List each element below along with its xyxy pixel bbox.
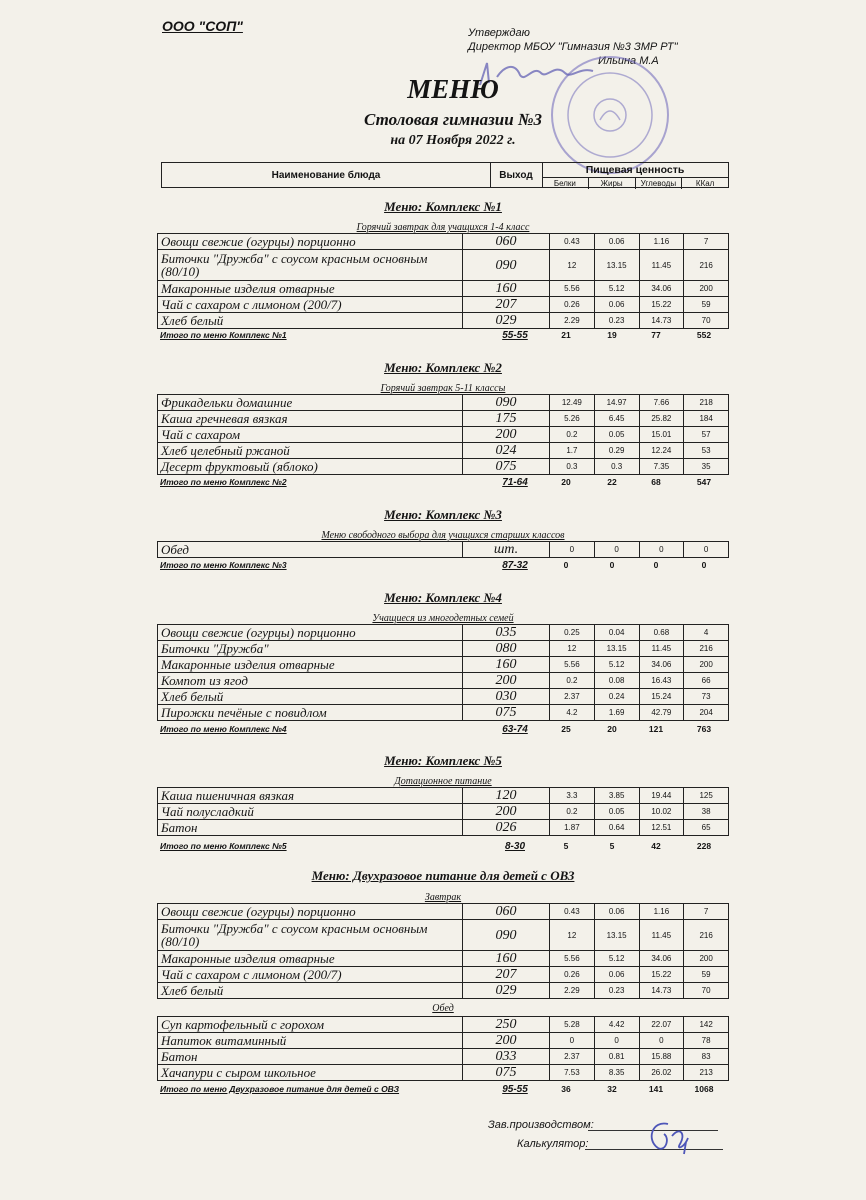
protein-value: 0.25: [550, 625, 595, 641]
carbs-value: 26.02: [639, 1065, 684, 1081]
menu-date: на 07 Ноября 2022 г.: [390, 133, 516, 148]
dish-output: 207: [463, 297, 550, 313]
table-row: [158, 983, 729, 999]
table-row: [158, 920, 729, 951]
fat-value: 13.15: [594, 250, 639, 281]
carbs-value: 0.68: [639, 625, 684, 641]
total-protein: 36: [561, 1084, 571, 1094]
dish-name: Хлеб белый: [158, 313, 463, 329]
dish-output: 200: [463, 804, 550, 820]
fat-header: Жиры: [589, 178, 636, 189]
kcal-value: 216: [684, 920, 729, 951]
fat-value: 0.23: [594, 313, 639, 329]
protein-value: 2.37: [550, 689, 595, 705]
dish-name: Хлеб белый: [158, 983, 463, 999]
protein-value: 0: [550, 542, 595, 558]
menu-table: [157, 1016, 729, 1081]
kcal-value: 142: [684, 1017, 729, 1033]
dish-output: 026: [463, 820, 550, 836]
protein-value: 12: [550, 920, 595, 951]
total-kcal: 763: [696, 724, 712, 734]
section-subtitle: Учащиеся из многодетных семей: [372, 613, 514, 624]
total-carbs: 121: [648, 724, 664, 734]
dish-name: Десерт фруктовый (яблоко): [158, 459, 463, 475]
kcal-value: 65: [684, 820, 729, 836]
dish-name: Макаронные изделия отварные: [158, 951, 463, 967]
dish-name: Каша гречневая вязкая: [158, 411, 463, 427]
table-row: [158, 459, 729, 475]
total-fat: 5: [609, 841, 615, 851]
table-row: [158, 250, 729, 281]
protein-value: 1.87: [550, 820, 595, 836]
table-row: [158, 234, 729, 250]
table-row: [158, 281, 729, 297]
carbs-value: 0: [639, 1033, 684, 1049]
fat-value: 5.12: [594, 951, 639, 967]
protein-value: 0: [550, 1033, 595, 1049]
dish-output: 029: [463, 983, 550, 999]
section-subtitle: Завтрак: [424, 892, 462, 903]
kcal-value: 216: [684, 641, 729, 657]
section-subtitle: Меню свободного выбора для учащихся старших классов: [321, 530, 565, 541]
total-kcal: 228: [696, 841, 712, 851]
total-fat: 22: [607, 477, 617, 487]
dish-name: Батон: [158, 820, 463, 836]
protein-value: 12.49: [550, 395, 595, 411]
dish-name: Напиток витаминный: [158, 1033, 463, 1049]
table-row: [158, 788, 729, 804]
protein-value: 3.3: [550, 788, 595, 804]
fat-value: 5.12: [594, 657, 639, 673]
protein-header: Белки: [542, 178, 589, 189]
carbs-value: 12.24: [639, 443, 684, 459]
dish-output: 024: [463, 443, 550, 459]
dish-name: Суп картофельный с горохом: [158, 1017, 463, 1033]
dish-name: Макаронные изделия отварные: [158, 281, 463, 297]
kcal-value: 7: [684, 904, 729, 920]
total-code: 63-74: [502, 724, 528, 735]
table-row: [158, 427, 729, 443]
menu-table: [157, 394, 729, 475]
table-row: [158, 657, 729, 673]
carbs-value: 14.73: [639, 313, 684, 329]
fat-value: 0.23: [594, 983, 639, 999]
fat-value: 0: [594, 1033, 639, 1049]
carbs-value: 15.22: [639, 967, 684, 983]
menu-table: [157, 541, 729, 558]
protein-value: 2.29: [550, 983, 595, 999]
menu-table: [157, 233, 729, 329]
fat-value: 6.45: [594, 411, 639, 427]
carbs-value: 34.06: [639, 281, 684, 297]
total-fat: 20: [607, 724, 617, 734]
fat-value: 0.06: [594, 967, 639, 983]
dish-name: Чай полусладкий: [158, 804, 463, 820]
dish-name: Хлеб целебный ржаной: [158, 443, 463, 459]
approval-line: Утверждаю: [468, 27, 530, 39]
table-row: [158, 395, 729, 411]
kcal-value: 204: [684, 705, 729, 721]
fat-value: 0.3: [594, 459, 639, 475]
menu-table: [157, 903, 729, 999]
dish-output: 160: [463, 657, 550, 673]
table-row: [158, 673, 729, 689]
table-row: [158, 904, 729, 920]
protein-value: 5.26: [550, 411, 595, 427]
fat-value: 13.15: [594, 641, 639, 657]
column-nutrition-header: [542, 163, 728, 187]
fat-value: 0.81: [594, 1049, 639, 1065]
kcal-value: 73: [684, 689, 729, 705]
dish-output: 080: [463, 641, 550, 657]
dish-output: 030: [463, 689, 550, 705]
section-title: Меню: Комплекс №5: [384, 753, 502, 768]
table-row: [158, 1049, 729, 1065]
total-protein: 20: [561, 477, 571, 487]
table-row: [158, 705, 729, 721]
section-title: Меню: Двухразовое питание для детей с ОВЗ: [311, 868, 575, 883]
total-kcal: 1068: [694, 1084, 714, 1094]
kcal-value: 78: [684, 1033, 729, 1049]
protein-value: 4.2: [550, 705, 595, 721]
kcal-value: 184: [684, 411, 729, 427]
total-label: Итого по меню Комплекс №5: [160, 841, 287, 851]
fat-value: 0.06: [594, 904, 639, 920]
fat-value: 0.05: [594, 427, 639, 443]
total-label: Итого по меню Двухразовое питание для детей с ОВЗ: [160, 1084, 400, 1094]
production-manager-label: Зав.производством:: [488, 1119, 594, 1131]
kcal-value: 200: [684, 657, 729, 673]
carbs-value: 0: [639, 542, 684, 558]
total-label: Итого по меню Комплекс №1: [160, 330, 287, 340]
fat-value: 14.97: [594, 395, 639, 411]
dish-name: Биточки "Дружба" с соусом красным основным (80/10): [158, 920, 463, 951]
total-protein: 0: [563, 560, 569, 570]
kcal-value: 200: [684, 951, 729, 967]
fat-value: 0.04: [594, 625, 639, 641]
total-carbs: 68: [651, 477, 661, 487]
dish-output: 090: [463, 250, 550, 281]
table-row: [158, 443, 729, 459]
carbs-value: 34.06: [639, 951, 684, 967]
protein-value: 12: [550, 250, 595, 281]
dish-output: 250: [463, 1017, 550, 1033]
dish-output: 090: [463, 395, 550, 411]
dish-name: Биточки "Дружба" с соусом красным основным (80/10): [158, 250, 463, 281]
section-title: Меню: Комплекс №4: [384, 590, 502, 605]
section-title: Меню: Комплекс №2: [384, 360, 502, 375]
total-carbs: 77: [651, 330, 661, 340]
total-carbs: 42: [651, 841, 661, 851]
dish-output: 090: [463, 920, 550, 951]
total-protein: 5: [563, 841, 569, 851]
menu-table: [157, 624, 729, 721]
table-row: [158, 804, 729, 820]
protein-value: 0.43: [550, 234, 595, 250]
dish-name: Компот из ягод: [158, 673, 463, 689]
carbs-value: 15.22: [639, 297, 684, 313]
dish-output: 200: [463, 427, 550, 443]
fat-value: 8.35: [594, 1065, 639, 1081]
menu-table: [157, 787, 729, 836]
protein-value: 0.3: [550, 459, 595, 475]
table-row: [158, 967, 729, 983]
protein-value: 5.56: [550, 657, 595, 673]
protein-value: 5.56: [550, 951, 595, 967]
approval-line: Директор МБОУ "Гимназия №3 ЗМР РТ": [468, 41, 678, 53]
carbs-value: 15.88: [639, 1049, 684, 1065]
dish-output: 120: [463, 788, 550, 804]
dish-output: 207: [463, 967, 550, 983]
dish-output: шт.: [463, 542, 550, 558]
dish-name: Фрикадельки домашние: [158, 395, 463, 411]
protein-value: 0.2: [550, 804, 595, 820]
dish-output: 060: [463, 904, 550, 920]
kcal-value: 70: [684, 313, 729, 329]
dish-name: Чай с сахаром с лимоном (200/7): [158, 967, 463, 983]
total-code: 95-55: [502, 1084, 528, 1095]
table-row: [158, 689, 729, 705]
kcal-value: 216: [684, 250, 729, 281]
section-subtitle: Горячий завтрак 5-11 классы: [380, 383, 506, 394]
kcal-value: 38: [684, 804, 729, 820]
dish-output: 029: [463, 313, 550, 329]
protein-value: 0.2: [550, 427, 595, 443]
dish-output: 160: [463, 951, 550, 967]
carbs-value: 1.16: [639, 234, 684, 250]
organization-name: ООО "СОП": [162, 18, 243, 34]
fat-value: 4.42: [594, 1017, 639, 1033]
dish-name: Овощи свежие (огурцы) порционно: [158, 625, 463, 641]
total-carbs: 0: [653, 560, 659, 570]
dish-name: Чай с сахаром: [158, 427, 463, 443]
calculator-signature: [640, 1118, 700, 1156]
kcal-value: 70: [684, 983, 729, 999]
kcal-header: ККал: [695, 179, 715, 188]
protein-value: 7.53: [550, 1065, 595, 1081]
dish-name: Хачапури с сыром школьное: [158, 1065, 463, 1081]
table-row: [158, 1033, 729, 1049]
carbs-value: 11.45: [639, 250, 684, 281]
fat-value: 0.06: [594, 297, 639, 313]
page-subtitle: Столовая гимназии №3: [363, 110, 543, 129]
carbs-value: 1.16: [639, 904, 684, 920]
protein-value: 5.28: [550, 1017, 595, 1033]
carbs-value: 16.43: [639, 673, 684, 689]
total-code: 71-64: [502, 477, 528, 488]
dish-output: 160: [463, 281, 550, 297]
kcal-value: 125: [684, 788, 729, 804]
total-kcal: 547: [696, 477, 712, 487]
dish-output: 033: [463, 1049, 550, 1065]
total-kcal: 0: [701, 560, 707, 570]
carbs-value: 11.45: [639, 641, 684, 657]
table-header: [161, 162, 729, 188]
total-carbs: 141: [648, 1084, 664, 1094]
total-protein: 21: [561, 330, 571, 340]
fat-value: 0.08: [594, 673, 639, 689]
carbs-value: 14.73: [639, 983, 684, 999]
dish-name: Овощи свежие (огурцы) порционно: [158, 234, 463, 250]
carbs-value: 15.24: [639, 689, 684, 705]
dish-name: Чай с сахаром с лимоном (200/7): [158, 297, 463, 313]
carbs-value: 12.51: [639, 820, 684, 836]
fat-value: 0: [594, 542, 639, 558]
kcal-value: 57: [684, 427, 729, 443]
carbs-value: 15.01: [639, 427, 684, 443]
protein-value: 0.26: [550, 297, 595, 313]
carbs-value: 11.45: [639, 920, 684, 951]
table-row: [158, 1017, 729, 1033]
table-row: [158, 625, 729, 641]
total-code: 87-32: [502, 560, 528, 571]
fat-value: 5.12: [594, 281, 639, 297]
total-fat: 19: [607, 330, 617, 340]
dish-output: 075: [463, 459, 550, 475]
total-label: Итого по меню Комплекс №3: [160, 560, 287, 570]
fat-value: 0.64: [594, 820, 639, 836]
table-row: [158, 542, 729, 558]
protein-value: 2.37: [550, 1049, 595, 1065]
table-row: [158, 641, 729, 657]
kcal-value: 66: [684, 673, 729, 689]
carbs-value: 22.07: [639, 1017, 684, 1033]
dish-output: 075: [463, 1065, 550, 1081]
table-row: [158, 313, 729, 329]
fat-value: 3.85: [594, 788, 639, 804]
total-fat: 0: [609, 560, 615, 570]
table-row: [158, 297, 729, 313]
dish-name: Биточки "Дружба": [158, 641, 463, 657]
total-kcal: 552: [696, 330, 712, 340]
carbs-value: 7.35: [639, 459, 684, 475]
table-row: [158, 1065, 729, 1081]
total-code: 8-30: [504, 841, 525, 852]
protein-value: 12: [550, 641, 595, 657]
total-code: 55-55: [502, 330, 528, 341]
kcal-value: 4: [684, 625, 729, 641]
table-row: [158, 411, 729, 427]
dish-name: Овощи свежие (огурцы) порционно: [158, 904, 463, 920]
kcal-value: 200: [684, 281, 729, 297]
total-label: Итого по меню Комплекс №2: [160, 477, 287, 487]
nutrition-header-label: Пищевая ценность: [542, 163, 728, 178]
carbs-header: Углеводы: [636, 178, 683, 189]
fat-value: 0.29: [594, 443, 639, 459]
column-output-header: Выход: [490, 163, 543, 187]
dish-output: 200: [463, 1033, 550, 1049]
fat-value: 13.15: [594, 920, 639, 951]
table-row: [158, 820, 729, 836]
section-subtitle: Горячий завтрак для учащихся 1-4 класс: [356, 222, 530, 233]
dish-output: 035: [463, 625, 550, 641]
dish-output: 075: [463, 705, 550, 721]
carbs-value: 7.66: [639, 395, 684, 411]
protein-value: 0.43: [550, 904, 595, 920]
kcal-value: 53: [684, 443, 729, 459]
column-name-header: Наименование блюда: [162, 163, 491, 187]
dish-output: 200: [463, 673, 550, 689]
protein-value: 0.2: [550, 673, 595, 689]
dish-output: 175: [463, 411, 550, 427]
kcal-value: 0: [684, 542, 729, 558]
fat-value: 0.24: [594, 689, 639, 705]
protein-value: 2.29: [550, 313, 595, 329]
page-title: МЕНЮ: [407, 74, 499, 104]
kcal-value: 83: [684, 1049, 729, 1065]
carbs-value: 34.06: [639, 657, 684, 673]
total-label: Итого по меню Комплекс №4: [160, 724, 287, 734]
kcal-value: 218: [684, 395, 729, 411]
protein-value: 0.26: [550, 967, 595, 983]
dish-name: Обед: [158, 542, 463, 558]
dish-output: 060: [463, 234, 550, 250]
section-subtitle: Дотационное питание: [394, 776, 492, 787]
protein-value: 5.56: [550, 281, 595, 297]
fat-value: 0.06: [594, 234, 639, 250]
kcal-value: 213: [684, 1065, 729, 1081]
carbs-value: 25.82: [639, 411, 684, 427]
calculator-label: Калькулятор:: [517, 1138, 589, 1150]
kcal-value: 35: [684, 459, 729, 475]
kcal-value: 59: [684, 297, 729, 313]
fat-value: 0.05: [594, 804, 639, 820]
section-title: Меню: Комплекс №1: [384, 199, 502, 214]
kcal-value: 59: [684, 967, 729, 983]
dish-name: Батон: [158, 1049, 463, 1065]
total-fat: 32: [607, 1084, 617, 1094]
dish-name: Макаронные изделия отварные: [158, 657, 463, 673]
fat-value: 1.69: [594, 705, 639, 721]
kcal-value: 7: [684, 234, 729, 250]
dish-name: Пирожки печёные с повидлом: [158, 705, 463, 721]
total-protein: 25: [561, 724, 571, 734]
section-title: Меню: Комплекс №3: [384, 507, 502, 522]
dish-name: Каша пшеничная вязкая: [158, 788, 463, 804]
dish-name: Хлеб белый: [158, 689, 463, 705]
approval-line: Ильина М.А: [598, 55, 659, 67]
table-row: [158, 951, 729, 967]
carbs-value: 42.79: [639, 705, 684, 721]
section-subtitle-2: Обед: [432, 1003, 454, 1014]
carbs-value: 19.44: [639, 788, 684, 804]
protein-value: 1.7: [550, 443, 595, 459]
carbs-value: 10.02: [639, 804, 684, 820]
